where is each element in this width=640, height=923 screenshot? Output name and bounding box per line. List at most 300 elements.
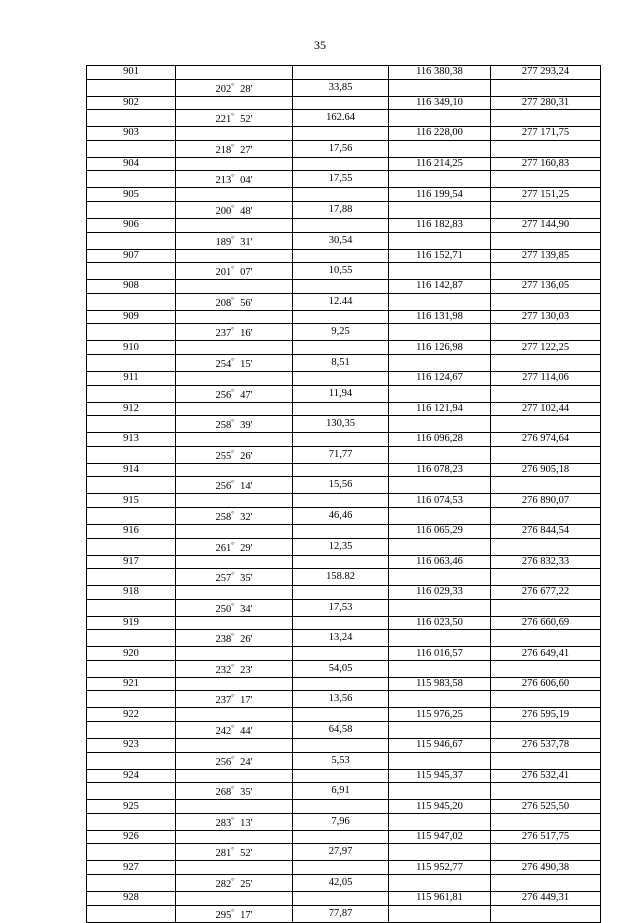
point-row [87, 861, 601, 875]
segment-distance: 9,25 [293, 324, 389, 341]
bearing-degrees: 268 [215, 787, 232, 799]
point-id: 911 [87, 371, 176, 385]
empty-cell [491, 875, 601, 892]
coord-y: 277 102,44 [491, 402, 601, 416]
bearing-degrees: 256 [215, 756, 232, 768]
bearing-angle [176, 875, 293, 892]
point-row [87, 96, 601, 110]
empty-cell [491, 538, 601, 555]
empty-cell [293, 402, 389, 416]
coord-x: 116 063,46 [389, 555, 491, 569]
segment-row [87, 416, 601, 433]
bearing-minutes: 29' [240, 542, 253, 554]
empty-cell [491, 171, 601, 188]
empty-cell [293, 861, 389, 875]
empty-cell [491, 140, 601, 157]
segment-row [87, 599, 601, 616]
degree-symbol: ° [231, 203, 235, 212]
empty-cell [87, 324, 176, 341]
coord-y: 276 490,38 [491, 861, 601, 875]
segment-row [87, 691, 601, 708]
empty-cell [176, 157, 293, 171]
point-id: 910 [87, 341, 176, 355]
point-row [87, 310, 601, 324]
coord-y: 277 130,03 [491, 310, 601, 324]
coord-y: 277 160,83 [491, 157, 601, 171]
bearing-minutes: 39' [240, 420, 253, 432]
coord-x: 116 065,29 [389, 524, 491, 538]
bearing-angle [176, 722, 293, 739]
point-row [87, 708, 601, 722]
empty-cell [87, 630, 176, 647]
empty-cell [491, 660, 601, 677]
bearing-degrees: 250 [215, 603, 232, 615]
degree-symbol: ° [231, 907, 235, 916]
empty-cell [389, 385, 491, 402]
coord-y: 276 660,69 [491, 616, 601, 630]
empty-cell [176, 188, 293, 202]
segment-distance: 33,85 [293, 79, 389, 96]
segment-distance: 13,56 [293, 691, 389, 708]
segment-distance: 10,55 [293, 263, 389, 280]
coord-y: 277 171,75 [491, 127, 601, 141]
degree-symbol: ° [231, 571, 235, 580]
empty-cell [389, 691, 491, 708]
empty-cell [389, 140, 491, 157]
empty-cell [389, 324, 491, 341]
empty-cell [293, 892, 389, 906]
coord-x: 116 152,71 [389, 249, 491, 263]
empty-cell [87, 905, 176, 922]
point-id: 927 [87, 861, 176, 875]
empty-cell [491, 507, 601, 524]
bearing-degrees: 257 [215, 573, 232, 585]
empty-cell [176, 280, 293, 294]
bearing-minutes: 16' [240, 328, 253, 340]
empty-cell [176, 892, 293, 906]
empty-cell [293, 647, 389, 661]
coord-x: 116 182,83 [389, 218, 491, 232]
coord-x: 116 121,94 [389, 402, 491, 416]
coord-y: 277 144,90 [491, 218, 601, 232]
bearing-angle [176, 569, 293, 586]
bearing-degrees: 237 [215, 695, 232, 707]
bearing-degrees: 256 [215, 389, 232, 401]
empty-cell [87, 354, 176, 371]
coord-x: 115 952,77 [389, 861, 491, 875]
point-id: 920 [87, 647, 176, 661]
segment-row [87, 446, 601, 463]
bearing-minutes: 26' [240, 634, 253, 646]
segment-distance: 17,53 [293, 599, 389, 616]
segment-distance: 12.44 [293, 293, 389, 310]
empty-cell [389, 110, 491, 127]
point-id: 922 [87, 708, 176, 722]
segment-row [87, 569, 601, 586]
coord-y: 276 890,07 [491, 494, 601, 508]
bearing-angle [176, 783, 293, 800]
empty-cell [176, 494, 293, 508]
bearing-angle [176, 630, 293, 647]
empty-cell [293, 127, 389, 141]
empty-cell [293, 616, 389, 630]
empty-cell [87, 263, 176, 280]
empty-cell [176, 555, 293, 569]
coord-x: 116 199,54 [389, 188, 491, 202]
empty-cell [176, 800, 293, 814]
bearing-minutes: 28' [240, 83, 253, 95]
coord-y: 276 905,18 [491, 463, 601, 477]
empty-cell [293, 769, 389, 783]
point-row [87, 66, 601, 80]
empty-cell [87, 171, 176, 188]
degree-symbol: ° [231, 754, 235, 763]
degree-symbol: ° [231, 632, 235, 641]
bearing-degrees: 200 [215, 205, 232, 217]
segment-row [87, 263, 601, 280]
empty-cell [491, 630, 601, 647]
degree-symbol: ° [231, 295, 235, 304]
point-row [87, 524, 601, 538]
bearing-degrees: 281 [215, 848, 232, 860]
empty-cell [87, 569, 176, 586]
bearing-degrees: 256 [215, 481, 232, 493]
empty-cell [389, 630, 491, 647]
segment-distance: 15,56 [293, 477, 389, 494]
point-id: 903 [87, 127, 176, 141]
segment-row [87, 752, 601, 769]
empty-cell [176, 371, 293, 385]
empty-cell [87, 232, 176, 249]
point-row [87, 739, 601, 753]
bearing-degrees: 255 [215, 450, 232, 462]
segment-distance: 54,05 [293, 660, 389, 677]
empty-cell [491, 783, 601, 800]
bearing-angle [176, 263, 293, 280]
empty-cell [389, 722, 491, 739]
empty-cell [389, 293, 491, 310]
coord-y: 277 114,06 [491, 371, 601, 385]
segment-distance: 17,88 [293, 201, 389, 218]
coord-y: 276 974,64 [491, 433, 601, 447]
empty-cell [293, 280, 389, 294]
empty-cell [491, 232, 601, 249]
bearing-angle [176, 79, 293, 96]
segment-distance: 30,54 [293, 232, 389, 249]
point-id: 912 [87, 402, 176, 416]
empty-cell [293, 218, 389, 232]
bearing-angle [176, 507, 293, 524]
empty-cell [176, 586, 293, 600]
empty-cell [87, 446, 176, 463]
degree-symbol: ° [231, 418, 235, 427]
degree-symbol: ° [231, 846, 235, 855]
segment-distance: 27,97 [293, 844, 389, 861]
coord-x: 115 945,37 [389, 769, 491, 783]
point-row [87, 830, 601, 844]
empty-cell [491, 477, 601, 494]
bearing-angle [176, 385, 293, 402]
segment-row [87, 660, 601, 677]
bearing-degrees: 242 [215, 726, 232, 738]
empty-cell [389, 446, 491, 463]
bearing-degrees: 189 [215, 236, 232, 248]
degree-symbol: ° [231, 601, 235, 610]
degree-symbol: ° [231, 326, 235, 335]
degree-symbol: ° [231, 509, 235, 518]
point-id: 908 [87, 280, 176, 294]
bearing-angle [176, 660, 293, 677]
bearing-angle [176, 110, 293, 127]
bearing-minutes: 14' [240, 481, 253, 493]
empty-cell [87, 752, 176, 769]
empty-cell [293, 555, 389, 569]
empty-cell [87, 79, 176, 96]
coord-y: 276 525,50 [491, 800, 601, 814]
degree-symbol: ° [231, 265, 235, 274]
degree-symbol: ° [231, 112, 235, 121]
coord-y: 276 532,41 [491, 769, 601, 783]
empty-cell [87, 293, 176, 310]
bearing-minutes: 17' [240, 695, 253, 707]
empty-cell [293, 800, 389, 814]
point-id: 906 [87, 218, 176, 232]
bearing-degrees: 202 [215, 83, 232, 95]
empty-cell [491, 201, 601, 218]
empty-cell [491, 293, 601, 310]
point-row [87, 371, 601, 385]
empty-cell [491, 446, 601, 463]
empty-cell [491, 416, 601, 433]
empty-cell [176, 66, 293, 80]
point-row [87, 280, 601, 294]
empty-cell [293, 494, 389, 508]
empty-cell [389, 171, 491, 188]
empty-cell [389, 752, 491, 769]
point-row [87, 677, 601, 691]
segment-row [87, 813, 601, 830]
empty-cell [293, 310, 389, 324]
point-row [87, 157, 601, 171]
degree-symbol: ° [231, 877, 235, 886]
degree-symbol: ° [231, 356, 235, 365]
coord-x: 116 214,25 [389, 157, 491, 171]
empty-cell [293, 96, 389, 110]
point-id: 919 [87, 616, 176, 630]
coord-y: 277 136,05 [491, 280, 601, 294]
empty-cell [491, 110, 601, 127]
coord-y: 277 293,24 [491, 66, 601, 80]
empty-cell [293, 341, 389, 355]
bearing-minutes: 13' [240, 817, 253, 829]
empty-cell [491, 599, 601, 616]
coord-x: 115 945,20 [389, 800, 491, 814]
bearing-minutes: 23' [240, 664, 253, 676]
empty-cell [293, 677, 389, 691]
empty-cell [87, 813, 176, 830]
empty-cell [176, 739, 293, 753]
point-id: 907 [87, 249, 176, 263]
segment-distance: 12,35 [293, 538, 389, 555]
segment-row [87, 630, 601, 647]
point-row [87, 769, 601, 783]
empty-cell [87, 201, 176, 218]
empty-cell [491, 324, 601, 341]
bearing-degrees: 283 [215, 817, 232, 829]
bearing-minutes: 15' [240, 358, 253, 370]
empty-cell [389, 232, 491, 249]
bearing-degrees: 261 [215, 542, 232, 554]
point-id: 909 [87, 310, 176, 324]
coord-y: 276 844,54 [491, 524, 601, 538]
empty-cell [176, 463, 293, 477]
empty-cell [293, 586, 389, 600]
bearing-angle [176, 416, 293, 433]
segment-distance: 17,56 [293, 140, 389, 157]
segment-distance: 13,24 [293, 630, 389, 647]
coord-y: 277 280,31 [491, 96, 601, 110]
empty-cell [293, 830, 389, 844]
bearing-degrees: 237 [215, 328, 232, 340]
segment-row [87, 232, 601, 249]
empty-cell [176, 830, 293, 844]
segment-distance: 64,58 [293, 722, 389, 739]
point-id: 926 [87, 830, 176, 844]
empty-cell [293, 739, 389, 753]
bearing-angle [176, 477, 293, 494]
segment-row [87, 722, 601, 739]
coord-x: 115 976,25 [389, 708, 491, 722]
empty-cell [389, 416, 491, 433]
bearing-angle [176, 813, 293, 830]
empty-cell [87, 110, 176, 127]
bearing-minutes: 52' [240, 848, 253, 860]
bearing-angle [176, 232, 293, 249]
bearing-angle [176, 905, 293, 922]
segment-distance: 7,96 [293, 813, 389, 830]
bearing-degrees: 201 [215, 267, 232, 279]
point-row [87, 586, 601, 600]
bearing-minutes: 17' [240, 909, 253, 921]
coord-x: 116 074,53 [389, 494, 491, 508]
empty-cell [389, 660, 491, 677]
segment-row [87, 79, 601, 96]
coord-x: 116 096,28 [389, 433, 491, 447]
empty-cell [176, 616, 293, 630]
bearing-minutes: 48' [240, 205, 253, 217]
segment-row [87, 293, 601, 310]
coord-x: 115 946,67 [389, 739, 491, 753]
empty-cell [389, 813, 491, 830]
segment-row [87, 477, 601, 494]
bearing-angle [176, 201, 293, 218]
empty-cell [389, 263, 491, 280]
coord-x: 116 016,57 [389, 647, 491, 661]
point-row [87, 218, 601, 232]
empty-cell [491, 263, 601, 280]
point-id: 924 [87, 769, 176, 783]
degree-symbol: ° [231, 540, 235, 549]
point-id: 928 [87, 892, 176, 906]
point-row [87, 800, 601, 814]
segment-row [87, 538, 601, 555]
coord-y: 276 595,19 [491, 708, 601, 722]
segment-row [87, 507, 601, 524]
segment-distance: 8,51 [293, 354, 389, 371]
segment-distance: 130,35 [293, 416, 389, 433]
coord-y: 277 122,25 [491, 341, 601, 355]
bearing-minutes: 34' [240, 603, 253, 615]
point-id: 915 [87, 494, 176, 508]
empty-cell [87, 416, 176, 433]
empty-cell [176, 249, 293, 263]
coord-x: 116 124,67 [389, 371, 491, 385]
point-row [87, 188, 601, 202]
empty-cell [176, 402, 293, 416]
empty-cell [176, 769, 293, 783]
empty-cell [389, 507, 491, 524]
point-row [87, 341, 601, 355]
coord-x: 115 961,81 [389, 892, 491, 906]
empty-cell [176, 861, 293, 875]
empty-cell [389, 844, 491, 861]
bearing-degrees: 282 [215, 879, 232, 891]
segment-row [87, 875, 601, 892]
empty-cell [293, 249, 389, 263]
empty-cell [389, 783, 491, 800]
bearing-angle [176, 599, 293, 616]
bearing-angle [176, 752, 293, 769]
bearing-angle [176, 354, 293, 371]
coord-y: 276 677,22 [491, 586, 601, 600]
segment-distance: 5,53 [293, 752, 389, 769]
empty-cell [389, 599, 491, 616]
segment-row [87, 385, 601, 402]
coordinates-table [86, 65, 601, 923]
empty-cell [87, 875, 176, 892]
point-row [87, 616, 601, 630]
coord-x: 116 142,87 [389, 280, 491, 294]
empty-cell [491, 722, 601, 739]
degree-symbol: ° [231, 448, 235, 457]
empty-cell [293, 463, 389, 477]
point-row [87, 555, 601, 569]
empty-cell [389, 354, 491, 371]
degree-symbol: ° [231, 785, 235, 794]
bearing-degrees: 218 [215, 144, 232, 156]
point-row [87, 892, 601, 906]
coord-x: 116 029,33 [389, 586, 491, 600]
segment-distance: 71,77 [293, 446, 389, 463]
empty-cell [176, 310, 293, 324]
empty-cell [491, 813, 601, 830]
coord-x: 115 947,02 [389, 830, 491, 844]
coord-x: 116 023,50 [389, 616, 491, 630]
empty-cell [491, 79, 601, 96]
segment-distance: 162.64 [293, 110, 389, 127]
segment-row [87, 783, 601, 800]
empty-cell [491, 569, 601, 586]
point-row [87, 402, 601, 416]
empty-cell [87, 660, 176, 677]
empty-cell [87, 844, 176, 861]
bearing-angle [176, 446, 293, 463]
empty-cell [293, 188, 389, 202]
empty-cell [176, 433, 293, 447]
point-id: 902 [87, 96, 176, 110]
bearing-degrees: 258 [215, 511, 232, 523]
segment-row [87, 905, 601, 922]
